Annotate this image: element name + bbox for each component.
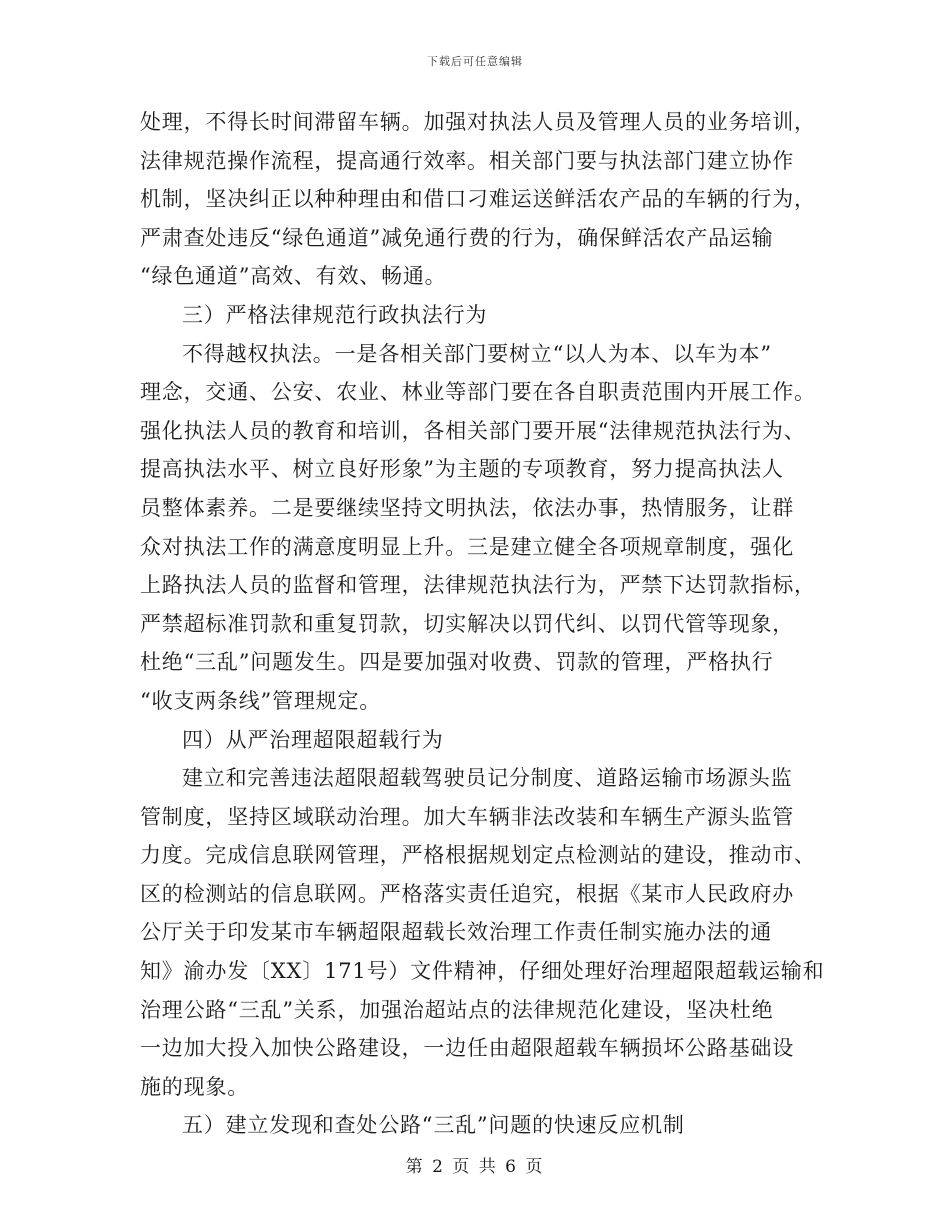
section-heading-5: 五）建立发现和查处公路“三乱”问题的快速反应机制	[182, 1113, 685, 1138]
body-line: 施的现象。	[140, 1074, 249, 1099]
body-line: “收支两条线”管理规定。	[140, 688, 382, 713]
document-body	[140, 103, 825, 1145]
body-line: 员整体素养。二是要继续坚持文明执法，依法办事，热情服务，让群	[140, 495, 794, 520]
body-line: 强化执法人员的教育和培训，各相关部门要开展“法律规范执法行为、	[140, 418, 806, 443]
body-line: 力度。完成信息联网管理，严格根据规划定点检测站的建设，推动市、	[140, 843, 816, 868]
body-line: 机制，坚决纠正以种种理由和借口刁难运送鲜活农产品的车辆的行为，	[140, 187, 816, 212]
body-line: 杜绝“三乱”问题发生。四是要加强对收费、罚款的管理，严格执行	[140, 650, 774, 675]
body-line: 一边加大投入加快公路建设，一边任由超限超载车辆损坏公路基础设	[140, 1036, 794, 1061]
body-line: “绿色通道”高效、有效、畅通。	[140, 264, 447, 289]
body-line: 治理公路“三乱”关系，加强治超站点的法律规范化建设，坚决杜绝	[140, 997, 774, 1022]
body-line: 公厅关于印发某市车辆超限超载长效治理工作责任制实施办法的通	[140, 920, 773, 945]
body-line: 上路执法人员的监督和管理，法律规范执法行为，严禁下达罚款指标，	[140, 573, 816, 598]
section-heading-4: 四）从严治理超限超载行为	[182, 727, 444, 752]
body-line: 知》渝办发〔XX〕171号）文件精神，仔细处理好治理超限超载运输和	[140, 959, 825, 984]
body-line: 处理，不得长时间滞留车辆。加强对执法人员及管理人员的业务培训，	[140, 110, 816, 134]
body-line: 严肃查处违反“绿色通道”减免通行费的行为，确保鲜活农产品运输	[140, 225, 774, 250]
body-line: 不得越权执法。一是各相关部门要树立“以人为本、以车为本”	[182, 341, 772, 366]
page-header-note: 下载后可任意编辑	[427, 55, 523, 68]
body-line: 管制度，坚持区域联动治理。加大车辆非法改装和车辆生产源头监管	[140, 804, 794, 829]
body-line: 提高执法水平、树立良好形象”为主题的专项教育，努力提高执法人	[140, 457, 784, 482]
body-line: 法律规范操作流程，提高通行效率。相关部门要与执法部门建立协作	[140, 148, 794, 173]
body-line: 区的检测站的信息联网。严格落实责任追究，根据《某市人民政府办	[140, 881, 794, 906]
body-line: 理念，交通、公安、农业、林业等部门要在各自职责范围内开展工作。	[140, 380, 816, 405]
body-line: 众对执法工作的满意度明显上升。三是建立健全各项规章制度，强化	[140, 534, 794, 559]
page-number: 第 2 页 共 6 页	[405, 1157, 545, 1177]
section-heading-3: 三）严格法律规范行政执法行为	[182, 302, 488, 327]
body-line: 建立和完善违法超限超载驾驶员记分制度、道路运输市场源头监	[182, 766, 793, 791]
body-line: 严禁超标准罚款和重复罚款，切实解决以罚代纠、以罚代管等现象，	[140, 611, 794, 636]
